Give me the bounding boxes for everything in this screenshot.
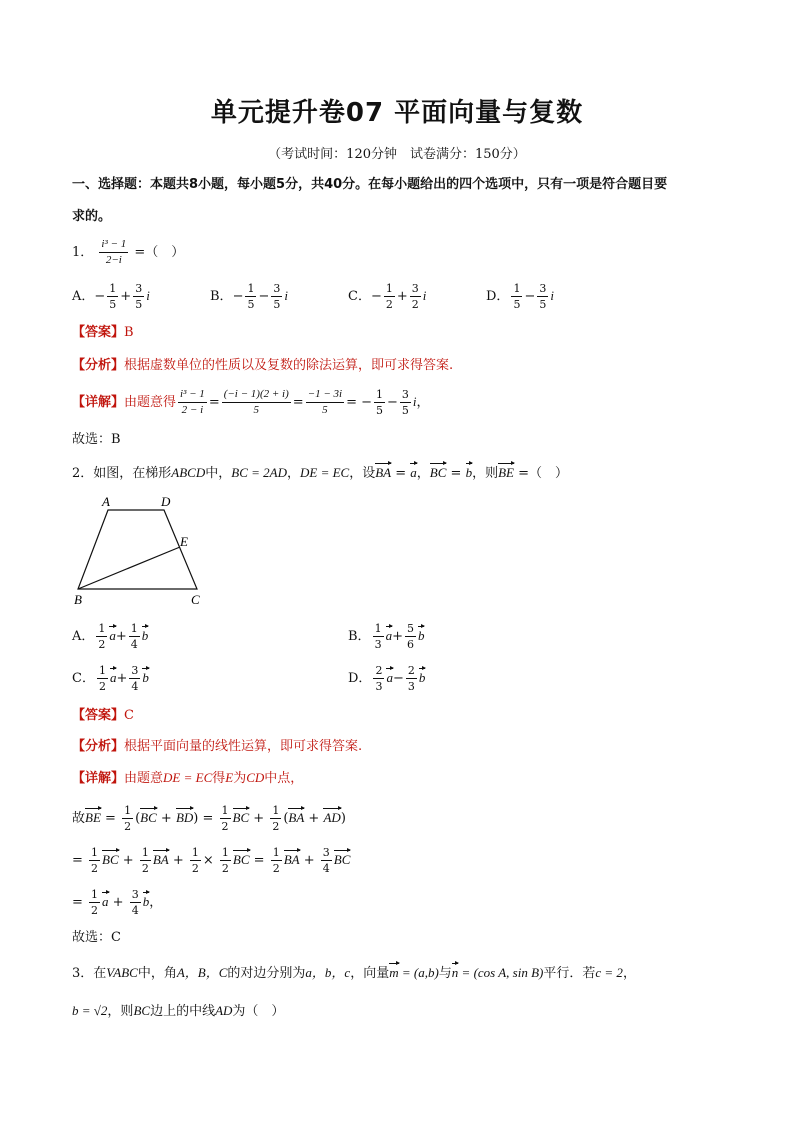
- q1-result: 故选：B: [72, 432, 121, 447]
- q1-answer: 【答案】B: [72, 325, 134, 340]
- trapezoid-shape: [78, 510, 197, 589]
- q2-derivation-line2: = $\frac{1}{2}$ BC + $\frac{1}{2}$ BA + $\frac{1}{2}$ × $\frac{1}{2}$ BC = $\frac{1}{2}$ BA + $\frac{3}{4}$ BC: [72, 846, 351, 876]
- q2-derivation-line1: 故BE = $\frac{1}{2}$ (BC + BD) = $\frac{1}{2}$ BC + $\frac{1}{2}$ (BA + AD): [72, 804, 346, 834]
- question-1-stem: 1． $\frac{\text{i³ − 1}}{2-i}$ =（ ）: [72, 238, 185, 267]
- q1-analysis: 【分析】根据虚数单位的性质以及复数的除法运算，即可求得答案.: [72, 358, 454, 373]
- trapezoid-diagram: [70, 492, 220, 610]
- q2-answer: 【答案】C: [72, 708, 134, 723]
- label-d: D: [161, 494, 171, 509]
- q1-option-c[interactable]: C．− $\frac{1}{2}$ + $\frac{3}{2}$ i: [348, 282, 427, 312]
- label-c: C: [191, 592, 200, 607]
- q1-option-b[interactable]: B．− $\frac{1}{5}$ − $\frac{3}{5}$ i: [210, 282, 288, 312]
- q2-option-c[interactable]: C． $\frac{1}{2}$ a+ $\frac{3}{4}$ b: [72, 664, 149, 694]
- q1-detail: 【详解】由题意得 $\frac{\text{i³ − 1}}{2 - i}$ = $\frac{(-i - 1)(2 + i)}{5}$ = $\frac{-1 - 3i}{5}$ = − $\frac{1}{5}$ − $\frac{3}{5}$ i，: [72, 388, 430, 418]
- section-heading-line2: 求的。: [72, 209, 112, 224]
- label-a: A: [102, 494, 110, 509]
- page-title: 单元提升卷07 平面向量与复数: [210, 98, 584, 128]
- question-3-line1: 3．在VABC中，角A，B，C的对边分别为a，b，c，向量m = (a,b)与n = (cos A, sin B)平行．若c = 2，: [72, 965, 636, 981]
- q2-option-d[interactable]: D． $\frac{2}{3}$ a− $\frac{2}{3}$ b: [348, 664, 426, 694]
- section-heading-line1: 一、选择题：本题共8小题，每小题5分，共40分。在每小题给出的四个选项中，只有一项是符合题目要: [72, 177, 668, 192]
- exam-info: （考试时间：120分钟 试卷满分：150分）: [268, 147, 526, 162]
- q2-analysis: 【分析】根据平面向量的线性运算，即可求得答案.: [72, 739, 363, 754]
- segment-be: [78, 547, 180, 589]
- label-e: E: [180, 534, 188, 549]
- q2-option-b[interactable]: B． $\frac{1}{3}$ a+ $\frac{5}{6}$ b: [348, 622, 425, 652]
- q1-fraction: $\frac{\text{i³ − 1}}{2-i}$: [101, 238, 127, 267]
- q2-derivation-line3: = $\frac{1}{2}$ a + $\frac{3}{4}$ b，: [72, 888, 163, 918]
- q1-option-a[interactable]: A．− $\frac{1}{5}$ + $\frac{3}{5}$ i: [72, 282, 150, 312]
- question-3-line2: b = √2，则BC边上的中线AD为（ ）: [72, 1003, 285, 1019]
- q2-result: 故选：C: [72, 930, 121, 945]
- q2-detail: 【详解】由题意DE = EC得E为CD中点，: [72, 770, 304, 786]
- trapezoid-figure: [70, 492, 220, 614]
- q2-option-a[interactable]: A． $\frac{1}{2}$ a+ $\frac{1}{4}$ b: [72, 622, 149, 652]
- question-2-stem: 2．如图，在梯形ABCD中，BC = 2AD，DE = EC，设BA = a，BC = b，则BE =（ ）: [72, 465, 569, 481]
- label-b: B: [74, 592, 82, 607]
- q1-option-d[interactable]: D． $\frac{1}{5}$ − $\frac{3}{5}$ i: [486, 282, 554, 312]
